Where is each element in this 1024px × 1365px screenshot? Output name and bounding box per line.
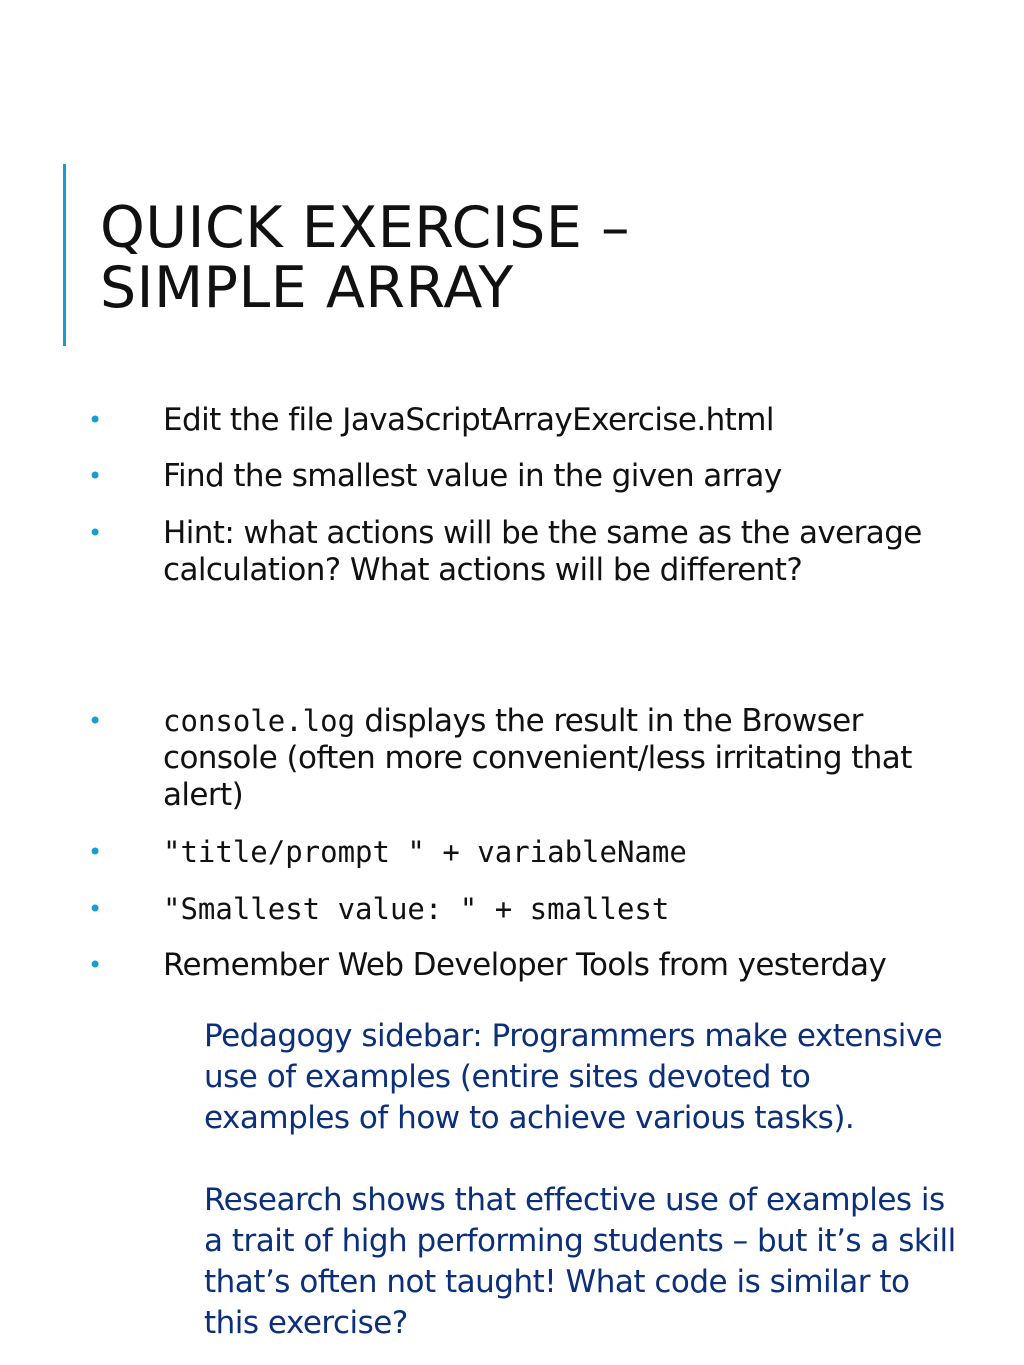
bullet-item-console-log <box>88 703 912 814</box>
paragraph-spacer <box>204 1139 964 1180</box>
code-snippet: console.log <box>163 704 356 738</box>
bullet-dot-icon: • <box>88 838 102 866</box>
bullet-text: Edit the file JavaScriptArrayExercise.html <box>163 402 774 438</box>
bullet-item-web-dev-tools <box>88 947 908 984</box>
bullet-dot-icon: • <box>88 406 102 434</box>
title-accent-bar <box>63 164 66 346</box>
bullet-text-rest: displays the result in the Browser console (often more convenient/less irritating that alert) <box>163 703 912 813</box>
bullet-dot-icon: • <box>88 462 102 490</box>
bullet-item-smallest-value-code <box>88 891 908 928</box>
bullet-dot-icon: • <box>88 895 102 923</box>
bullet-text <box>163 703 923 814</box>
bullet-text: Hint: what actions will be the same as the average calculation? What actions will be different? <box>163 515 922 588</box>
bullet-text: Find the smallest value in the given array <box>163 458 782 494</box>
bullet-item-edit-file <box>88 402 908 439</box>
slide-title <box>100 195 980 321</box>
slide-title-line-2: SIMPLE ARRAY <box>100 255 514 321</box>
sidebar-paragraph-1: Pedagogy sidebar: Programmers make extensive use of examples (entire sites devoted to examples of how to achieve various tasks). <box>204 1018 943 1136</box>
bullet-dot-icon: • <box>88 519 102 547</box>
bullet-dot-icon: • <box>88 707 102 735</box>
sidebar-paragraph-2: Research shows that effective use of examples is a trait of high performing students – but it’s a skill that’s often not taught! What code is similar to this exercise? <box>204 1182 956 1341</box>
bullet-item-find-smallest <box>88 458 908 495</box>
bullet-item-hint <box>88 515 922 589</box>
code-snippet: "Smallest value: " + smallest <box>163 892 670 926</box>
bullet-text: Remember Web Developer Tools from yesterday <box>163 947 887 983</box>
pedagogy-sidebar-note <box>204 1016 964 1344</box>
code-snippet: "title/prompt " + variableName <box>163 835 687 869</box>
slide-title-line-1: QUICK EXERCISE – <box>100 195 630 261</box>
bullet-item-title-prompt-code <box>88 834 908 871</box>
bullet-dot-icon: • <box>88 951 102 979</box>
